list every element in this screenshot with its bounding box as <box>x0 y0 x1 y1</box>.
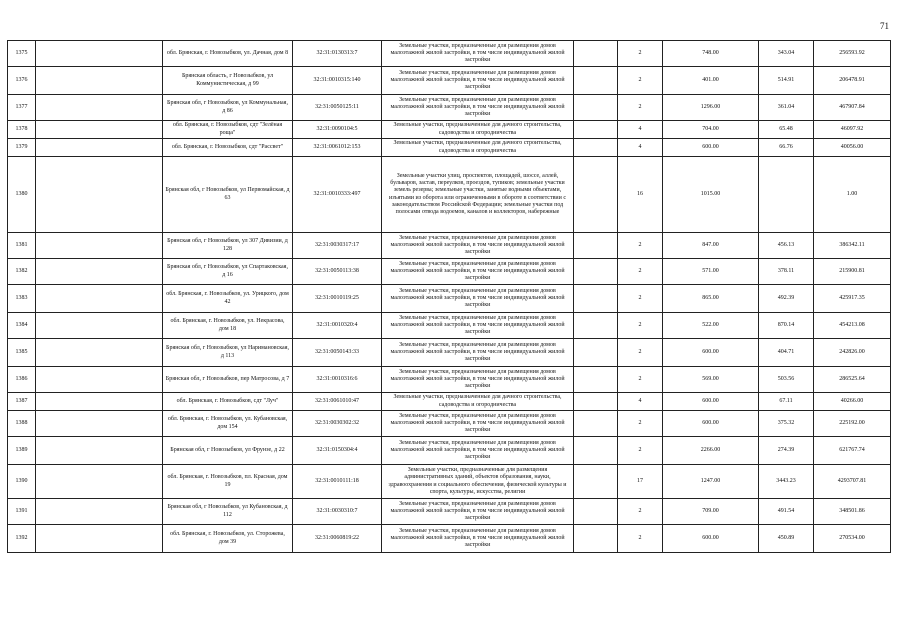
empty-cell <box>574 157 618 233</box>
address-cell: обл. Брянская, г. Новозыбков, ул. Некрасова, дом 18 <box>163 313 293 339</box>
specific-value-cell: 491.54 <box>759 499 814 525</box>
area-cell: 1247.00 <box>663 465 759 499</box>
use-group-cell: 2 <box>618 339 663 367</box>
land-use-cell: Земельные участки, предназначенные для размещения домов малоэтажной жилой застройки, в том числе индивидуальной жилой застройки <box>382 313 574 339</box>
table-row <box>8 95 891 121</box>
table-body <box>8 41 891 553</box>
row-number-cell: 1381 <box>8 233 36 259</box>
table-row <box>8 339 891 367</box>
cadastral-number-cell: 32:31:0061010:47 <box>293 393 382 411</box>
use-group-cell: 2 <box>618 41 663 67</box>
area-cell: 401.00 <box>663 67 759 95</box>
specific-value-cell: 274.39 <box>759 437 814 465</box>
empty-cell <box>36 393 163 411</box>
land-use-cell: Земельные участки, предназначенные для размещения административных зданий, объектов образования, науки, здравоохранения и социального обеспечения, физической культуры и спорта, культуры, искусства, религии <box>382 465 574 499</box>
address-cell: Брянская область, г Новозыбков, ул Коммунистическая, д 99 <box>163 67 293 95</box>
area-cell: 704.00 <box>663 121 759 139</box>
address-cell: Брянская обл, г Новозыбков, ул Спартаковская, д 16 <box>163 259 293 285</box>
specific-value-cell: 404.71 <box>759 339 814 367</box>
table-row <box>8 465 891 499</box>
table-row <box>8 411 891 437</box>
address-cell: обл. Брянская, г. Новозыбков, сдт "Зелёная роща" <box>163 121 293 139</box>
address-cell: Брянская обл, г Новозыбков, ул 307 Дивизии, д 128 <box>163 233 293 259</box>
table-row <box>8 233 891 259</box>
use-group-cell: 2 <box>618 525 663 553</box>
land-use-cell: Земельные участки, предназначенные для размещения домов малоэтажной жилой застройки, в том числе индивидуальной жилой застройки <box>382 411 574 437</box>
cadastral-number-cell: 32:31:0130313:7 <box>293 41 382 67</box>
table-row <box>8 121 891 139</box>
row-number-cell: 1386 <box>8 367 36 393</box>
cadastral-number-cell: 32:31:0050125:11 <box>293 95 382 121</box>
empty-cell <box>36 367 163 393</box>
land-use-cell: Земельные участки, предназначенные для размещения домов малоэтажной жилой застройки, в том числе индивидуальной жилой застройки <box>382 525 574 553</box>
row-number-cell: 1378 <box>8 121 36 139</box>
row-number-cell: 1379 <box>8 139 36 157</box>
address-cell: Брянская обл, г Новозыбков, ул Кубановская, д 112 <box>163 499 293 525</box>
cadastral-value-cell: 286525.64 <box>814 367 891 393</box>
row-number-cell: 1383 <box>8 285 36 313</box>
area-cell: 709.00 <box>663 499 759 525</box>
empty-cell <box>36 437 163 465</box>
cadastral-number-cell: 32:31:0050143:33 <box>293 339 382 367</box>
area-cell: 600.00 <box>663 411 759 437</box>
area-cell: 865.00 <box>663 285 759 313</box>
empty-cell <box>36 121 163 139</box>
cadastral-value-cell: 40056.00 <box>814 139 891 157</box>
empty-cell <box>36 41 163 67</box>
use-group-cell: 2 <box>618 259 663 285</box>
table-row <box>8 139 891 157</box>
area-cell: 571.00 <box>663 259 759 285</box>
row-number-cell: 1392 <box>8 525 36 553</box>
page-number: 71 <box>880 21 889 31</box>
use-group-cell: 4 <box>618 393 663 411</box>
cadastral-value-table <box>7 40 891 553</box>
specific-value-cell: 492.39 <box>759 285 814 313</box>
empty-cell <box>574 95 618 121</box>
use-group-cell: 2 <box>618 437 663 465</box>
address-cell: Брянская обл, г Новозыбков, пер Матросова, д 7 <box>163 367 293 393</box>
land-use-cell: Земельные участки улиц, проспектов, площадей, шоссе, аллей, бульваров, застав, переулков, проездов, тупиков; земельные участки земель резерва; земельные участки, занятые водными объектами, изъятыми из оборота или ограниченными в обороте в соответствии с законодательством Российской Федерации; земельные участки под полосами отвода водоемов, каналов и коллекторов, набережные <box>382 157 574 233</box>
empty-cell <box>36 67 163 95</box>
cadastral-value-cell: 621767.74 <box>814 437 891 465</box>
specific-value-cell: 67.11 <box>759 393 814 411</box>
empty-cell <box>574 339 618 367</box>
address-cell: обл. Брянская, г. Новозыбков, ул. Кубановская, дом 154 <box>163 411 293 437</box>
cadastral-value-cell: 256593.92 <box>814 41 891 67</box>
address-cell: обл. Брянская, г. Новозыбков, сдт "Луч" <box>163 393 293 411</box>
table-row <box>8 41 891 67</box>
use-group-cell: 16 <box>618 157 663 233</box>
cadastral-number-cell: 32:31:0030302:32 <box>293 411 382 437</box>
cadastral-value-cell: 215900.81 <box>814 259 891 285</box>
row-number-cell: 1384 <box>8 313 36 339</box>
cadastral-number-cell: 32:31:0010315:140 <box>293 67 382 95</box>
table-row <box>8 525 891 553</box>
cadastral-number-cell: 32:31:0010333:497 <box>293 157 382 233</box>
row-number-cell: 1391 <box>8 499 36 525</box>
land-use-cell: Земельные участки, предназначенные для размещения домов малоэтажной жилой застройки, в том числе индивидуальной жилой застройки <box>382 259 574 285</box>
table-row <box>8 313 891 339</box>
cadastral-value-cell: 348501.86 <box>814 499 891 525</box>
use-group-cell: 2 <box>618 285 663 313</box>
cadastral-value-cell: 206478.91 <box>814 67 891 95</box>
table-row <box>8 259 891 285</box>
specific-value-cell: 514.91 <box>759 67 814 95</box>
cadastral-value-cell: 425917.35 <box>814 285 891 313</box>
cadastral-value-cell: 46097.92 <box>814 121 891 139</box>
empty-cell <box>36 259 163 285</box>
table-row <box>8 157 891 233</box>
empty-cell <box>36 313 163 339</box>
empty-cell <box>574 465 618 499</box>
cadastral-value-cell: 40266.00 <box>814 393 891 411</box>
specific-value-cell: 375.32 <box>759 411 814 437</box>
specific-value-cell <box>759 157 814 233</box>
land-use-cell: Земельные участки, предназначенные для размещения домов малоэтажной жилой застройки, в том числе индивидуальной жилой застройки <box>382 367 574 393</box>
use-group-cell: 2 <box>618 67 663 95</box>
cadastral-number-cell: 32:31:0030310:7 <box>293 499 382 525</box>
specific-value-cell: 378.11 <box>759 259 814 285</box>
cadastral-number-cell: 32:31:0010119:25 <box>293 285 382 313</box>
land-use-cell: Земельные участки, предназначенные для дачного строительства, садоводства и огородничества <box>382 139 574 157</box>
row-number-cell: 1385 <box>8 339 36 367</box>
empty-cell <box>36 233 163 259</box>
row-number-cell: 1387 <box>8 393 36 411</box>
cadastral-number-cell: 32:31:0010320:4 <box>293 313 382 339</box>
use-group-cell: 4 <box>618 139 663 157</box>
area-cell: 1296.00 <box>663 95 759 121</box>
area-cell: 600.00 <box>663 339 759 367</box>
empty-cell <box>36 157 163 233</box>
specific-value-cell: 343.04 <box>759 41 814 67</box>
cadastral-value-cell: 225192.00 <box>814 411 891 437</box>
empty-cell <box>574 67 618 95</box>
cadastral-number-cell: 32:31:0060819:22 <box>293 525 382 553</box>
empty-cell <box>574 259 618 285</box>
empty-cell <box>574 41 618 67</box>
use-group-cell: 2 <box>618 233 663 259</box>
address-cell: Брянская обл, г Новозыбков, ул Коммунальная, д 86 <box>163 95 293 121</box>
empty-cell <box>574 285 618 313</box>
specific-value-cell: 361.04 <box>759 95 814 121</box>
table-row <box>8 67 891 95</box>
row-number-cell: 1390 <box>8 465 36 499</box>
specific-value-cell: 66.76 <box>759 139 814 157</box>
specific-value-cell: 65.48 <box>759 121 814 139</box>
land-use-cell: Земельные участки, предназначенные для размещения домов малоэтажной жилой застройки, в том числе индивидуальной жилой застройки <box>382 233 574 259</box>
cadastral-value-cell: 4293707.81 <box>814 465 891 499</box>
row-number-cell: 1376 <box>8 67 36 95</box>
use-group-cell: 2 <box>618 95 663 121</box>
area-cell: 847.00 <box>663 233 759 259</box>
row-number-cell: 1389 <box>8 437 36 465</box>
cadastral-value-cell: 386342.11 <box>814 233 891 259</box>
land-use-cell: Земельные участки, предназначенные для размещения домов малоэтажной жилой застройки, в том числе индивидуальной жилой застройки <box>382 499 574 525</box>
specific-value-cell: 503.56 <box>759 367 814 393</box>
address-cell: обл. Брянская, г. Новозыбков, сдт "Рассвет" <box>163 139 293 157</box>
cadastral-value-cell: 270534.00 <box>814 525 891 553</box>
land-use-cell: Земельные участки, предназначенные для размещения домов малоэтажной жилой застройки, в том числе индивидуальной жилой застройки <box>382 339 574 367</box>
land-use-cell: Земельные участки, предназначенные для размещения домов малоэтажной жилой застройки, в том числе индивидуальной жилой застройки <box>382 95 574 121</box>
empty-cell <box>574 233 618 259</box>
area-cell: 569.00 <box>663 367 759 393</box>
cadastral-number-cell: 32:31:0150304:4 <box>293 437 382 465</box>
cadastral-number-cell: 32:31:0010111:18 <box>293 465 382 499</box>
land-use-cell: Земельные участки, предназначенные для размещения домов малоэтажной жилой застройки, в том числе индивидуальной жилой застройки <box>382 41 574 67</box>
empty-cell <box>36 499 163 525</box>
use-group-cell: 2 <box>618 313 663 339</box>
address-cell: обл. Брянская, г. Новозыбков, ул. Урицкого, дом 42 <box>163 285 293 313</box>
area-cell: 600.00 <box>663 139 759 157</box>
row-number-cell: 1388 <box>8 411 36 437</box>
table-row <box>8 393 891 411</box>
land-use-cell: Земельные участки, предназначенные для размещения домов малоэтажной жилой застройки, в том числе индивидуальной жилой застройки <box>382 67 574 95</box>
empty-cell <box>36 411 163 437</box>
empty-cell <box>36 139 163 157</box>
empty-cell <box>574 313 618 339</box>
empty-cell <box>574 437 618 465</box>
empty-cell <box>574 121 618 139</box>
cadastral-value-cell: 467907.84 <box>814 95 891 121</box>
empty-cell <box>574 499 618 525</box>
empty-cell <box>574 367 618 393</box>
row-number-cell: 1377 <box>8 95 36 121</box>
empty-cell <box>36 339 163 367</box>
address-cell: обл. Брянская, г. Новозыбков, ул. Сторожева, дом 39 <box>163 525 293 553</box>
address-cell: Брянская обл, г Новозыбков, ул Фрунзе, д 22 <box>163 437 293 465</box>
address-cell: Брянская обл, г Новозыбков, ул Первомайская, д 63 <box>163 157 293 233</box>
use-group-cell: 2 <box>618 499 663 525</box>
area-cell: 522.00 <box>663 313 759 339</box>
empty-cell <box>574 139 618 157</box>
cadastral-value-cell: 1.00 <box>814 157 891 233</box>
cadastral-value-cell: 242826.00 <box>814 339 891 367</box>
cadastral-number-cell: 32:31:0050113:38 <box>293 259 382 285</box>
use-group-cell: 4 <box>618 121 663 139</box>
cadastral-number-cell: 32:31:0010316:6 <box>293 367 382 393</box>
land-use-cell: Земельные участки, предназначенные для размещения домов малоэтажной жилой застройки, в том числе индивидуальной жилой застройки <box>382 285 574 313</box>
specific-value-cell: 870.14 <box>759 313 814 339</box>
empty-cell <box>574 393 618 411</box>
empty-cell <box>36 525 163 553</box>
specific-value-cell: 3443.23 <box>759 465 814 499</box>
cadastral-number-cell: 32:31:0061012:153 <box>293 139 382 157</box>
empty-cell <box>36 465 163 499</box>
cadastral-number-cell: 32:31:0030317:17 <box>293 233 382 259</box>
empty-cell <box>574 525 618 553</box>
empty-cell <box>574 411 618 437</box>
address-cell: Брянская обл, г Новозыбков, ул Наримановская, д 113 <box>163 339 293 367</box>
area-cell: 748.00 <box>663 41 759 67</box>
area-cell: 600.00 <box>663 393 759 411</box>
empty-cell <box>36 95 163 121</box>
table-row <box>8 499 891 525</box>
row-number-cell: 1382 <box>8 259 36 285</box>
table-row <box>8 437 891 465</box>
specific-value-cell: 450.89 <box>759 525 814 553</box>
specific-value-cell: 456.13 <box>759 233 814 259</box>
table-row <box>8 367 891 393</box>
area-cell: 1015.00 <box>663 157 759 233</box>
use-group-cell: 17 <box>618 465 663 499</box>
land-use-cell: Земельные участки, предназначенные для дачного строительства, садоводства и огородничества <box>382 393 574 411</box>
address-cell: обл. Брянская, г. Новозыбков, пл. Красная, дом 19 <box>163 465 293 499</box>
table-row <box>8 285 891 313</box>
empty-cell <box>36 285 163 313</box>
land-use-cell: Земельные участки, предназначенные для дачного строительства, садоводства и огородничества <box>382 121 574 139</box>
address-cell: обл. Брянская, г. Новозыбков, ул. Дачная, дом 8 <box>163 41 293 67</box>
cadastral-value-cell: 454213.08 <box>814 313 891 339</box>
row-number-cell: 1375 <box>8 41 36 67</box>
use-group-cell: 2 <box>618 367 663 393</box>
use-group-cell: 2 <box>618 411 663 437</box>
area-cell: 2266.00 <box>663 437 759 465</box>
row-number-cell: 1380 <box>8 157 36 233</box>
cadastral-number-cell: 32:31:0090104:5 <box>293 121 382 139</box>
area-cell: 600.00 <box>663 525 759 553</box>
land-use-cell: Земельные участки, предназначенные для размещения домов малоэтажной жилой застройки, в том числе индивидуальной жилой застройки <box>382 437 574 465</box>
